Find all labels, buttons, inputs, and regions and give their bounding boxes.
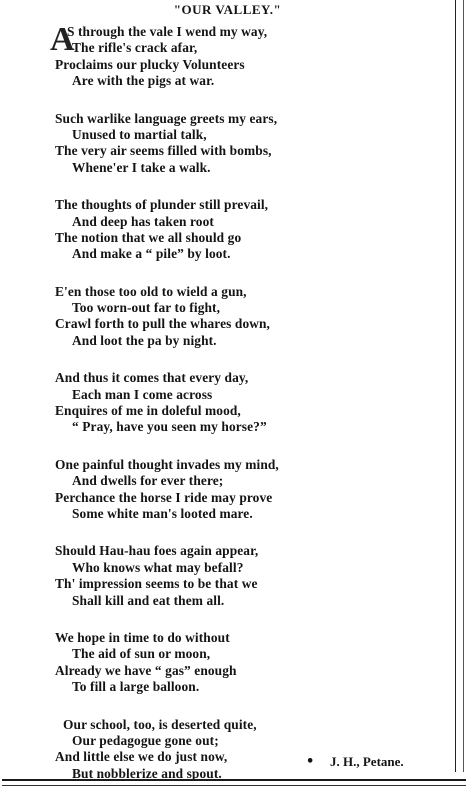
poem-title: "OUR VALLEY.": [173, 2, 282, 17]
stanza-9: [55, 717, 450, 783]
poem-line: Enquires of me in doleful mood,: [55, 403, 241, 419]
poem-line: Perchance the horse I ride may prove: [55, 489, 273, 505]
poem-line: Such warlike language greets my ears,: [55, 110, 278, 126]
poem-line: The thoughts of plunder still prevail,: [55, 197, 269, 213]
poem-line: Crawl forth to pull the whares down,: [55, 316, 271, 332]
poem-line: And make a “ pile” by loot.: [72, 246, 231, 262]
stanza-5: [55, 370, 450, 436]
stanza-8: [55, 630, 450, 696]
poem-line: Proclaims our plucky Volunteers: [55, 56, 245, 72]
poem-line: E'en those too old to wield a gun,: [55, 283, 247, 299]
poem-line: And deep has taken root: [72, 213, 214, 229]
poem-line: But nobblerize and spout.: [72, 765, 222, 781]
poem-line: Some white man's looted mare.: [72, 505, 253, 521]
stanza-2: [55, 111, 450, 177]
poem-line: Who knows what may befall?: [72, 559, 244, 575]
drop-cap: A: [50, 21, 75, 58]
stanza-6: [55, 457, 450, 523]
poem-line: Each man I come across: [72, 386, 213, 402]
column-rule: [455, 0, 456, 772]
poem-body: [50, 21, 450, 803]
bottom-rule: [2, 779, 466, 781]
stanza-7: [55, 543, 450, 609]
poem-line: And loot the pa by night.: [72, 332, 217, 348]
poem-line: And dwells for ever there;: [72, 473, 224, 489]
poem-line: Our pedagogue gone out;: [72, 732, 219, 748]
stanza-3: [55, 197, 450, 263]
poem-line: And little else we do just now,: [55, 749, 228, 765]
poem-line: The rifle's crack afar,: [72, 40, 198, 56]
column-rule-outer: [463, 0, 464, 772]
stanza-4: [55, 284, 450, 350]
signature-bullet: •: [306, 754, 315, 769]
poem-line: Unused to martial talk,: [72, 126, 207, 142]
poem-line: Whene'er I take a walk.: [72, 159, 211, 175]
poem-line: Our school, too, is deserted quite,: [63, 716, 257, 732]
poem-line: The very air seems filled with bombs,: [55, 143, 272, 159]
poem-line: The aid of sun or moon,: [72, 646, 211, 662]
poem-line: The notion that we all should go: [55, 229, 242, 245]
stanza-1: [55, 24, 450, 90]
bottom-rule-thin: [2, 785, 466, 786]
poem-line: Shall kill and eat them all.: [72, 592, 225, 608]
poem-line: Should Hau-hau foes again appear,: [55, 543, 259, 559]
poem-line: One painful thought invades my mind,: [55, 456, 279, 472]
poem-line: “ Pray, have you seen my horse?”: [72, 419, 267, 435]
poem-line: Are with the pigs at war.: [72, 73, 215, 89]
poem-line: And thus it comes that every day,: [55, 370, 249, 386]
poem-line: S through the vale I wend my way,: [67, 24, 268, 39]
poem-line: To fill a large balloon.: [72, 679, 200, 695]
poem-line: Already we have “ gas” enough: [55, 662, 237, 678]
author-signature: J. H., Petane.: [330, 754, 404, 769]
poem-line: Too worn-out far to fight,: [72, 300, 221, 316]
poem-line: We hope in time to do without: [55, 629, 230, 645]
poem-line: Th' impression seems to be that we: [55, 576, 258, 592]
